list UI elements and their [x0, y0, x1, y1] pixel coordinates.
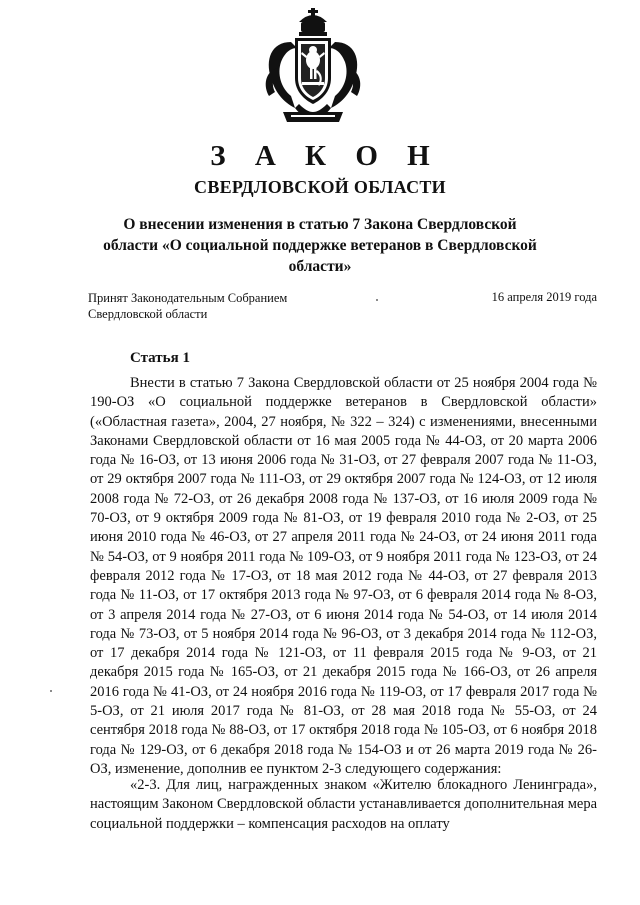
document-region: СВЕРДЛОВСКОЙ ОБЛАСТИ: [194, 177, 446, 197]
article-heading: Статья 1: [130, 350, 190, 366]
scan-speck: [376, 299, 378, 301]
article-quote-paragraph: «2-3. Для лиц, награжденных знаком «Жителю блокадного Ленинграда», настоящим Законом Свердловской области устанавливается дополнительная мера социальной поддержки – компенсация расходов на оплату: [90, 777, 597, 832]
adoption-date: 16 апреля 2019 года: [491, 290, 597, 304]
document-subject: О внесении изменения в статью 7 Закона Свердловской области «О социальной поддержке ветеранов в Свердловской области»: [103, 216, 537, 275]
document-title: З А К О Н: [210, 140, 441, 172]
coat-of-arms-emblem: [261, 8, 365, 126]
adoption-body: [88, 290, 287, 322]
article-body-paragraph: Внести в статью 7 Закона Свердловской области от 25 ноября 2004 года № 190-ОЗ «О социальной поддержке ветеранов в Свердловской области» («Областная газета», 2004, 27 ноября, № 322 – 324) с изменениями, внесенными Законами Свердловской области от 16 мая 2005 года № 44-ОЗ, от 20 марта 2006 года № 16-ОЗ, от 13 июня 2006 года № 31-ОЗ, от 27 февраля 2007 года № 11-ОЗ, от 29 октября 2007 года № 111-ОЗ, от 29 октября 2007 года № 124-ОЗ, от 12 июля 2008 года № 72-ОЗ, от 26 декабря 2008 года № 137-ОЗ, от 16 июля 2009 года № 70-ОЗ, от 9 октября 2009 года № 81-ОЗ, от 19 февраля 2010 года № 2-ОЗ, от 25 июня 2010 года № 46-ОЗ, от 27 апреля 2011 года № 24-ОЗ, от 24 июня 2011 года № 54-ОЗ, от 9 ноября 2011 года № 109-ОЗ, от 9 ноября 2011 года № 123-ОЗ, от 24 февраля 2012 года № 17-ОЗ, от 18 мая 2012 года № 44-ОЗ, от 27 февраля 2013 года № 11-ОЗ, от 17 октября 2013 года № 97-ОЗ, от 6 февраля 2014 года № 8-ОЗ, от 3 апреля 2014 года № 27-ОЗ, от 6 июня 2014 года № 54-ОЗ, от 14 июля 2014 года № 73-ОЗ, от 5 ноября 2014 года № 96-ОЗ, от 3 декабря 2014 года № 112-ОЗ, от 17 декабря 2014 года № 121-ОЗ, от 11 февраля 2015 года № 9-ОЗ, от 21 декабря 2015 года № 165-ОЗ, от 21 декабря 2015 года № 166-ОЗ, от 26 апреля 2016 года № 41-ОЗ, от 24 ноября 2016 года № 119-ОЗ, от 17 февраля 2017 года № 5-ОЗ, от 21 июля 2017 года № 81-ОЗ, от 28 мая 2018 года № 55-ОЗ, от 24 сентября 2018 года № 88-ОЗ, от 17 октября 2018 года № 105-ОЗ, от 6 ноября 2018 года № 129-ОЗ, от 6 декабря 2018 года № 154-ОЗ и от 26 марта 2019 года № 26-ОЗ, изменение, дополнив ее пунктом 2-3 следующего содержания:: [90, 375, 597, 777]
adoption-body-line-2: Свердловской области: [88, 307, 208, 321]
adoption-body-line-1: Принят Законодательным Собранием: [88, 291, 288, 305]
scan-speck: [50, 690, 52, 692]
